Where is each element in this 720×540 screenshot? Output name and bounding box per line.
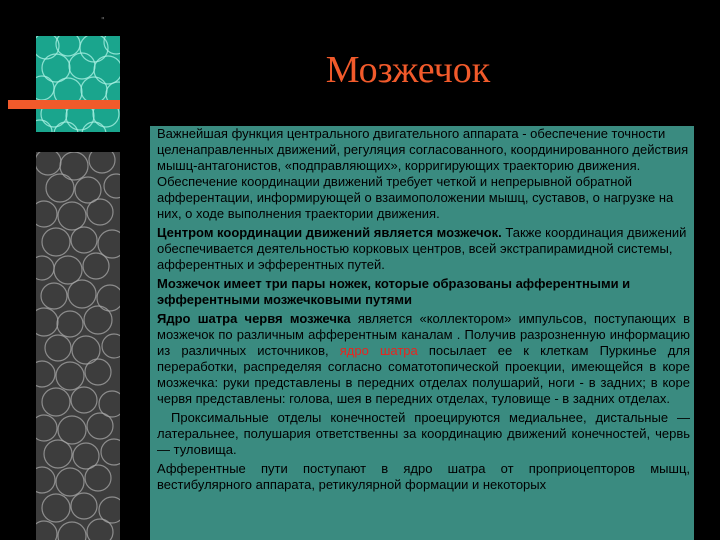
- paragraph-afferent: Афферентные пути поступают в ядро шатра от проприоцепторов мышц, вестибулярного аппарата, ретикулярной формации и некоторых: [157, 461, 690, 492]
- decorative-circles-gray: [36, 152, 120, 540]
- paragraph-peduncles: Мозжечок имеет три пары ножек, которые образованы афферентными и эфферентными мозжечковыми путями: [157, 276, 631, 307]
- fastigial-highlight: ядро шатра: [339, 343, 418, 358]
- slide-title: Мозжечок: [325, 49, 491, 91]
- paragraph-center: [157, 225, 690, 273]
- slide-body: [157, 126, 690, 493]
- paragraph-center-rest: Также координация движений обеспечивается деятельностью корковых центров, всей экстрапирамидной системы, афферентных и эфферентных путей.: [157, 225, 687, 272]
- decor-mark: ": [101, 16, 105, 25]
- paragraph-fastigial-nucleus: [157, 311, 690, 407]
- paragraph-function: Важнейшая функция центрального двигательного аппарата - обеспечение точности целенаправленных движений, регуляция согласованного, координированного действия мышц-антагонистов, «подправляющих», корригирующих траекторию движения. Обеспечение координации движений требует четкой и непрерывной обратной афферентации, информирующей о взаимоположении мышц, суставов, о нагрузке на них, о ходе выполнения траектории движения.: [157, 126, 689, 221]
- decorative-circles-teal: [36, 36, 120, 132]
- fastigial-nucleus-term: Ядро шатра червя мозжечка: [157, 311, 351, 326]
- paragraph-projection: Проксимальные отделы конечностей проецируются медиальнее, дистальные — латеральнее, полушария ответственны за координацию движений конечностей, червь — туловища.: [157, 410, 690, 457]
- paragraph-center-lead: Центром координации движений является мозжечок.: [157, 225, 502, 240]
- fastigial-text-a: является «коллектором» импульсов, поступающих в мозжечок по различным афферентным каналам . Получив разрозненную информацию из различных источников,: [157, 311, 690, 358]
- fastigial-text-b: посылает ее к клеткам Пуркинье для переработки, распределяя согласно соматотопической проекции, имеющейся в коре мозжечка: руки представлены в передних отделах полушарий, ноги - в задних; в коре червя представлены: голова, шея в передних отделах, туловище - в задних отделах.: [157, 343, 690, 406]
